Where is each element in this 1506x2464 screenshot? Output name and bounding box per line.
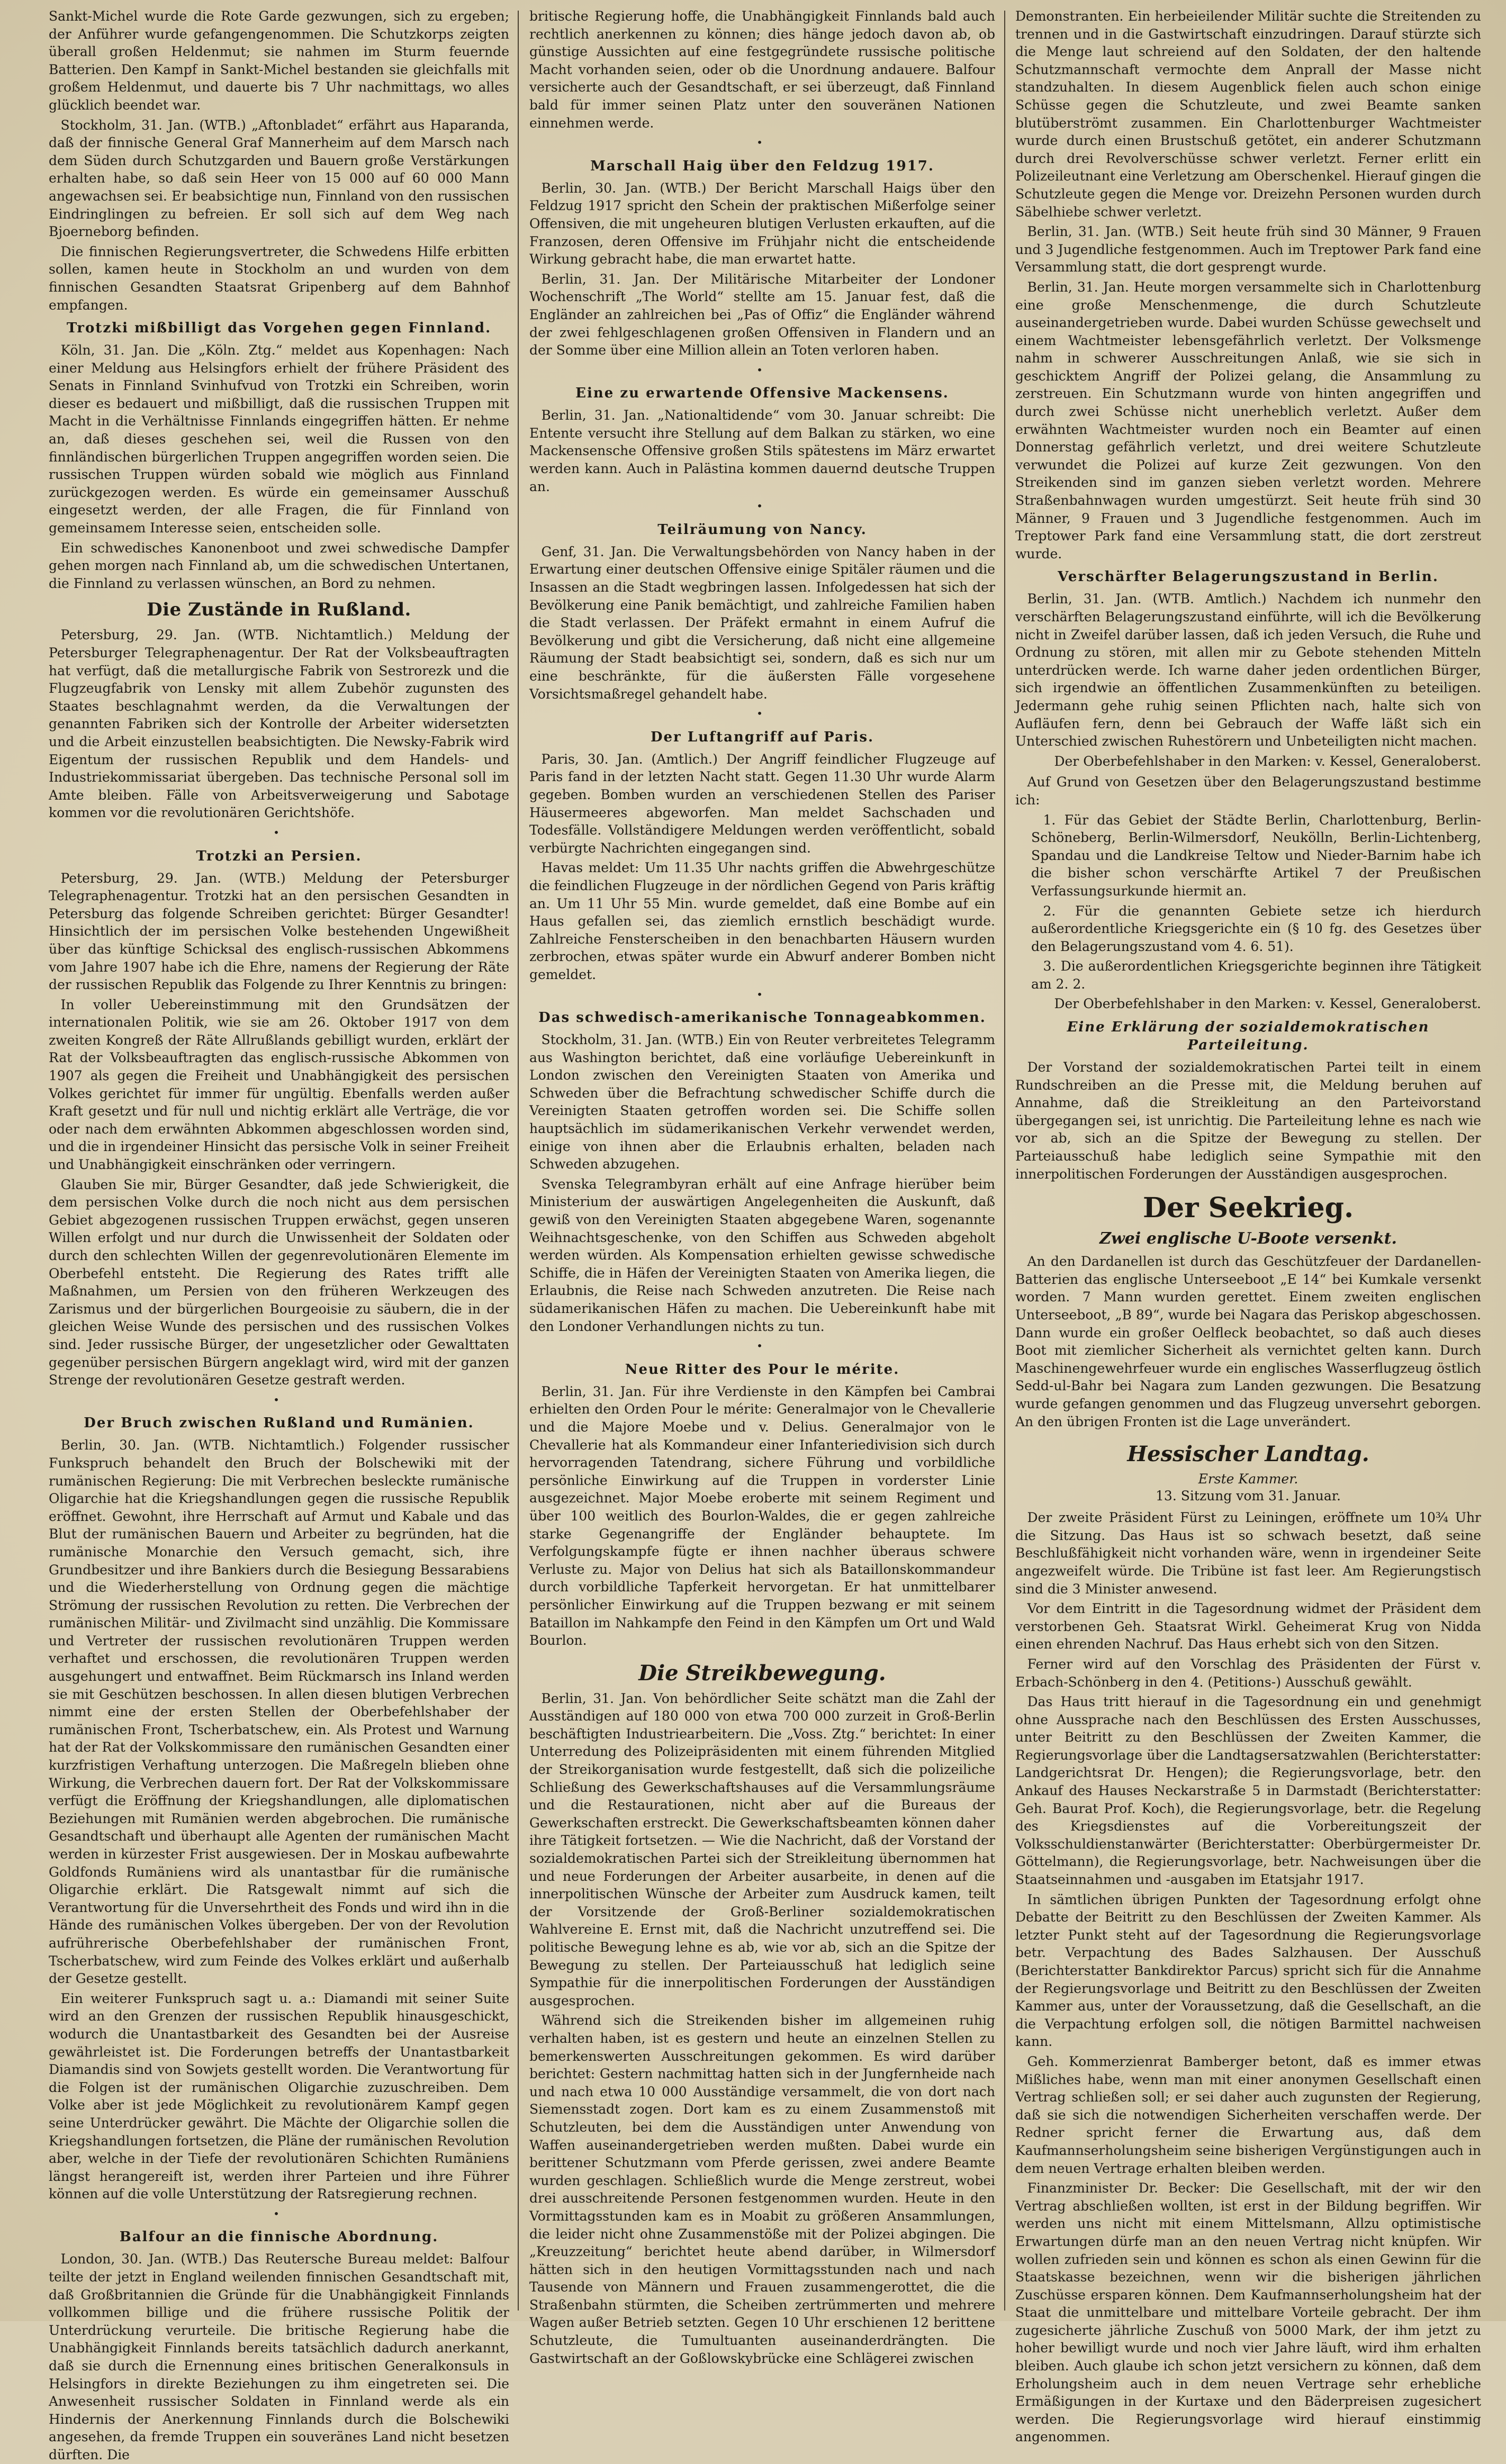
article-paragraph: Berlin, 31. Jan. Heute morgen versammelte sich in Charlottenburg eine große Menschenmenge, die durch Schutzleute auseinandergetrieben wurde. Dabei wurden Schüsse gewechselt und einem Wachtmeister lebensgefährlich verletzt. Der Volksmenge nahm in schwerer Ausschreitungen Anlaß, wie sie sich in geschicktem Angriff der Polizei gelang, die Ansammlung zu zerstreuen. Ein Schutzmann wurde von hinten angegriffen und durch zwei Schüsse nicht unerheblich verletzt. Außer dem erwähnten Wachtmeister wurden noch ein Beamter auf einen Donnerstag gefährlich verletzt, und drei weitere Schutzleute verwundet die Polizei auf kurze Zeit gezwungen. Von den Streikenden sind im ganzen sieben verletzt worden. Mehrere Straßenbahnwagen wurden umgestürzt. Seit heute früh sind 30 Männer, 9 Frauen und 3 Jugendliche festgenommen. Auch im Treptower Park fand eine Versammlung statt, die dort zerstreut wurde. <box>1015 279 1481 561</box>
article-paragraph: Finanzminister Dr. Becker: Die Gesellschaft, mit der wir den Vertrag abschließen wollten, ist erst in der Bildung begriffen. Wir werden uns nicht mit einem Mittelsmann, Allzu optimistische Erwartungen dürfe man an den neuen Vertrag nicht knüpfen. Wir wollen zufrieden sein und können es schon als einen Gewinn für die Staatskasse bezeichnen, wenn wir die bisherigen jährlichen Zuschüsse ersparen können. Dem Kaufmannserholungsheim hat der Staat die unmittelbare und mittelbare Vorteile gebracht. Der ihm zugesicherte jährliche Zuschuß von 5000 Mark, der ihm jetzt zu hoher bewilligt wurde und noch vier Jahre läuft, wird ihm erhalten bleiben. Auch glaube ich schon jetzt versichern zu können, daß dem Erholungsheim auch in dem neuen Vertrage sehr erhebliche Ermäßigungen in der Kurtaxe und den Bäderpreisen zugesichert werden. Die Regierungsvorlage wird hierauf einstimmig angenommen. <box>1015 2180 1481 2445</box>
article-paragraph: Svenska Telegrambyran erhält auf eine Anfrage hierüber beim Ministerium der auswärtigen Angelegenheiten die Auskunft, daß gewiß von den Vereinigten Staaten abgegebene Waren, sogenannte Weihnachtsgeschenke, von den Schiffen aus Schweden abgeholt werden würden. Als Kompensation erhielten gewisse schwedische Schiffe, die in Häfen der Vereinigten Staaten von Amerika liegen, die Erlaubnis, die Reise nach Schweden anzutreten. Die Reise nach südamerikanischen Häfen zu machen. Die Uebereinkunft habe mit den Londoner Verhandlungen nichts zu tun. <box>529 1176 995 1334</box>
signature: Der Oberbefehlshaber in den Marken: v. Kessel, Generaloberst. <box>1054 996 1481 1012</box>
separator-dots: • <box>756 707 768 720</box>
headline-trotzki-finnland: Trotzki mißbilligt das Vorgehen gegen Finnland. <box>66 320 492 337</box>
article-paragraph: Auf Grund von Gesetzen über den Belagerungszustand bestimme ich: <box>1015 774 1481 808</box>
headline-seekrieg: Der Seekrieg. <box>1142 1192 1354 1225</box>
article-paragraph: London, 30. Jan. (WTB.) Das Reutersche Bureau meldet: Balfour teilte der jetzt in England weilenden finnischen Gesandtschaft mit, daß Großbritannien die Gründe für die Unabhängigkeit Finnlands vollkommen billige und die frühere russische Politik der Unterdrückung verurteile. Die britische Regierung habe die Unabhängigkeit Finnlands bereits tatsächlich dadurch anerkannt, daß sie durch die Ernennung eines britischen Generalkonsuls in Helsingfors in direkte Beziehungen zu ihm eingetreten sei. Die Anwesenheit russischer Soldaten in Finnland werde als ein Hindernis der Anerkennung Finnlands durch die Bolschewiki angesehen, da fremde Truppen ein souveränes Land nicht besetzen dürften. Die <box>49 2251 509 2462</box>
list-item: 1. Für das Gebiet der Städte Berlin, Charlottenburg, Berlin-Schöneberg, Berlin-Wilmersdorf, Neukölln, Berlin-Lichtenberg, Spandau und die Landkreise Teltow und Nieder-Barnim habe ich die bisher schon verschärfte Artikel 7 der Preußischen Verfassungsurkunde hiermit an. <box>1031 812 1481 899</box>
article-paragraph: Köln, 31. Jan. Die „Köln. Ztg.“ meldet aus Kopenhagen: Nach einer Meldung aus Helsingfors erhielt der frühere Präsident des Senats in Finnland Svinhufvud von Trotzki ein Schreiben, worin dieser es bedauert und mißbilligt, daß die russischen Truppen mit Macht in die Verhältnisse Finnlands eingegriffen hätten. Er nehme an, daß dieses geschehen sei, weil die Russen von den finnländischen bürgerlichen Truppen angegriffen worden seien. Die russischen Truppen würden sobald wie möglich aus Finnland zurückgezogen werden. Es würde ein gemeinsamer Ausschuß eingesetzt werden, der alle Fragen, die für Finnland von gemeinsamem Interesse seien, entscheiden solle. <box>49 342 509 536</box>
headline-mackensen: Eine zu erwartende Offensive Mackensens. <box>575 385 949 402</box>
article-paragraph: An den Dardanellen ist durch das Geschützfeuer der Dardanellen-Batterien das englische Unterseeboot „E 14“ bei Kumkale versenkt worden. 7 Mann wurden gerettet. Einem zweiten englischen Unterseeboot, „B 89“, wurde bei Nagara das Periskop abgeschossen. Dann wurde ein großer Oelfleck beobachtet, so daß auch dieses Boot mit ziemlicher Sicherheit als vernichtet gelten kann. Durch Maschinengewehrfeuer wurde ein englisches Wasserflugzeug östlich Sedd-ul-Bahr bei Nagara zum Landen gezwungen. Die Besatzung wurde gefangen genommen und das Flugzeug unversehrt geborgen. An den übrigen Fronten ist die Lage unverändert. <box>1015 1254 1481 1429</box>
column-divider <box>1004 11 1005 2311</box>
article-paragraph: Paris, 30. Jan. (Amtlich.) Der Angriff feindlicher Flugzeuge auf Paris fand in der letzten Nacht statt. Gegen 11.30 Uhr wurde Alarm gegeben. Bomben wurden an verschiedenen Stellen des Pariser Häusermeeres abgeworfen. Man meldet Sachschaden und Todesfälle. Vollständigere Meldungen werden veröffentlicht, sobald verbürgte Nachrichten eingegangen sind. <box>529 751 995 856</box>
headline-haig: Marschall Haig über den Feldzug 1917. <box>590 158 934 174</box>
article-paragraph: Vor dem Eintritt in die Tagesordnung widmet der Präsident dem verstorbenen Geh. Staatsrat Wirkl. Geheimerat Krug von Nidda einen ehrenden Nachruf. Das Haus erhebt sich von den Sitzen. <box>1015 1601 1481 1652</box>
session-line: 13. Sitzung vom 31. Januar. <box>1156 1488 1341 1504</box>
headline-erklaerung: Eine Erklärung der sozialdemokratischen Parteileitung. <box>1067 1019 1430 1054</box>
article-paragraph: Berlin, 31. Jan. Für ihre Verdienste in den Kämpfen bei Cambrai erhielten den Orden Pour le mérite: Generalmajor von le Chevallerie und die Majore Moebe und v. Delius. Generalmajor von le Chevallerie hat als Kommandeur einer Infanteriedivision sich durch hervorragenden Tatendrang, sichere Führung und vorbildliche persönliche Einwirkung auf die Truppen in vorderster Linie ausgezeichnet. Major Moebe eroberte mit seinem Regiment und über 100 weitlich des Bourlon-Waldes, die er gegen zahlreiche starke Gegenangriffe der Engländer behauptete. Im Verfolgungskampfe fügte er ihnen nachher überaus schwere Verluste zu. Major von Delius hat sich als Bataillonskommandeur durch vorbildliche Tapferkeit hervorgetan. Er hat unmittelbarer persönlicher Einwirkung auf die Truppen bezwang er mit seinem Bataillon im Nahkampfe den Feind in den Kämpfen um Ort und Wald Bourlon. <box>529 1383 995 1648</box>
article-paragraph: Ein weiterer Funkspruch sagt u. a.: Diamandi mit seiner Suite wird an den Grenzen der russischen Republik hinausgeschickt, wodurch die Unantastbarkeit des Gesandten bei der Ausreise gewährleistet ist. Die Forderungen betreffs der Unantastbarkeit Diamandis sind von Sowjets gestellt worden. Die Verantwortung für die Folgen ist der rumänischen Oligarchie zuzuschreiben. Dem Volke aber ist jede Möglichkeit zu revolutionärem Kampf gegen seine Unterdrücker gewährt. Die Mächte der Oligarchie sollen die Kriegshandlungen fortsetzen, die Pläne der rumänischen Revolution aber, welche in der Tiefe der revolutionären Schichten Rumäniens längst herangereift ist, werden ihrer Parteien und ihre Führer können auf die volle Unterstützung der Ratsregierung rechnen. <box>49 1990 509 2202</box>
article-paragraph: Berlin, 31. Jan. (WTB. Amtlich.) Nachdem ich nunmehr den verschärften Belagerungszustand einführte, will ich die Bevölkerung nicht in Zweifel darüber lassen, daß ich jeden Versuch, die Ruhe und Ordnung zu stören, mit allen mir zu Gebote stehenden Mitteln unterdrücken werde. Ich warne daher jeden ordentlichen Bürger, sich irgendwie an öffentlichen Zusammenkünften zu beteiligen. Jedermann gehe ruhig seinen Pflichten nach, halte sich von Aufläufen fern, denn bei Gebrauch der Waffe läßt sich ein Unterschied zwischen Ruhestörern und Unbeteiligten nicht machen. <box>1015 591 1481 749</box>
article-paragraph: Stockholm, 31. Jan. (WTB.) „Aftonbladet“ erfährt aus Haparanda, daß der finnische General Graf Mannerheim auf dem Marsch nach dem Süden durch Schutzgarden und Bauern große Verstärkungen erhalten habe, so daß sein Heer von 15 000 auf 60 000 Mann angewachsen sei. Er beabsichtige nun, Finnland von den russischen Eindringlingen zu befreien. Er soll sich auf dem Weg nach Bjoerneborg befinden. <box>49 117 509 240</box>
separator-dots: • <box>756 363 768 376</box>
separator-dots: • <box>273 2207 285 2220</box>
article-paragraph: Genf, 31. Jan. Die Verwaltungsbehörden von Nancy haben in der Erwartung einer deutschen Offensive einige Spitäler räumen und die Insassen an die Stadt wegbringen lassen. Infolgedessen hat sich der Bevölkerung eine Panik bemächtigt, und zahlreiche Familien haben die Stadt verlassen. Der Präfekt ermahnt in einem Aufruf die Bevölkerung und gibt die Versicherung, daß nicht eine allgemeine Räumung der Stadt beabsichtigt sei, sondern, daß es sich nur um eine beschränkte, für die äußersten Fälle vorgesehene Vorsichtsmaßregel gehandelt habe. <box>529 543 995 702</box>
article-paragraph: Stockholm, 31. Jan. (WTB.) Ein von Reuter verbreitetes Telegramm aus Washington berichtet, daß eine vorläufige Uebereinkunft in London zwischen den Vereinigten Staaten von Amerika und Schweden über die Befrachtung schwedischer Schiffe durch die Vereinigten Staaten getroffen worden sei. Die Schiffe sollen hauptsächlich im südamerikanischen Verkehr verwendet werden, einige von ihnen aber die Erlaubnis erhalten, beladen nach Schweden abzugehen. <box>529 1032 995 1172</box>
headline-tonnage: Das schwedisch-amerikanische Tonnageabkommen. <box>538 1010 986 1026</box>
article-paragraph: britische Regierung hoffe, die Unabhängigkeit Finnlands bald auch rechtlich anerkennen zu können; dies hänge jedoch davon ab, ob günstige Aussichten auf eine festgegründete russische politische Macht vorhanden seien, oder ob die Unordnung andauere. Balfour versicherte auch der Gesandtschaft, er sei überzeugt, daß Finnland bald für immer seinen Platz unter den souveränen Nationen einnehmen werde. <box>529 8 995 131</box>
column-3 <box>1015 7 1481 2445</box>
headline-ritter: Neue Ritter des Pour le mérite. <box>625 1361 900 1378</box>
headline-streikbewegung: Die Streikbewegung. <box>638 1660 886 1686</box>
separator-dots: • <box>756 500 768 513</box>
article-paragraph: Havas meldet: Um 11.35 Uhr nachts griffen die Abwehrgeschütze die feindlichen Flugzeuge in der nördlichen Gegend von Paris kräftig an. Um 11 Uhr 55 Min. wurde gemeldet, daß eine Bombe auf ein Haus gefallen sei, das ziemlich ernstlich beschädigt wurde. Zahlreiche Fensterscheiben in den benachbarten Häusern wurden zerbrochen, etwas später wurde ein Abwurf anderer Bomben nicht gemeldet. <box>529 860 995 982</box>
article-paragraph: Ferner wird auf den Vorschlag des Präsidenten der Fürst v. Erbach-Schönberg in den 4. (Petitions-) Ausschuß gewählt. <box>1015 1656 1481 1690</box>
list-item: 3. Die außerordentlichen Kriegsgerichte beginnen ihre Tätigkeit am 2. 2. <box>1031 958 1481 992</box>
headline-trotzki-persien: Trotzki an Persien. <box>196 848 362 864</box>
article-paragraph: Das Haus tritt hierauf in die Tagesordnung ein und genehmigt ohne Aussprache nach den Beschlüssen des Ersten Ausschusses, unter Beitritt zu den Beschlüssen der Zweiten Kammer, die Regierungsvorlage über die Landtagsersatzwahlen (Berichterstatter: Landgerichtsrat Dr. Hengen); die Regierungsvorlage, betr. den Ankauf des Hauses Neckarstraße 5 in Darmstadt (Berichterstatter: Geh. Baurat Prof. Koch), die Regierungsvorlage, betr. die Regelung des Kriegsdienstes auf die Vorbereitungszeit der Volksschuldienstanwärter (Berichterstatter: Oberbürgermeister Dr. Göttelmann), die Regierungsvorlage, betr. Nachweisungen über die Staatseinnahmen und -ausgaben im Etatsjahr 1917. <box>1015 1694 1481 1888</box>
separator-dots: • <box>273 1393 285 1406</box>
article-paragraph: Petersburg, 29. Jan. (WTB. Nichtamtlich.) Meldung der Petersburger Telegraphenagentur. Der Rat der Volksbeauftragten hat verfügt, daß die metallurgische Fabrik von Sestrorezk und die Flugzeugfabrik von Lensky mit allem Zubehör zugunsten des Staates beschlagnahmt werden, da die Verwaltungen der genannten Fabriken sich der Kontrolle der Arbeiter widersetzten und die Arbeit einzustellen beabsichtigten. Die Newsky-Fabrik wird Eigentum der russischen Republik und dem Handels- und Industriekommissariat übergeben. Das technische Personal soll im Amte bleiben. Fälle von Arbeitsverweigerung und Sabotage kommen vor die revolutionären Gerichtshöfe. <box>49 627 509 821</box>
headline-zustaende-russland: Die Zustände in Rußland. <box>147 599 411 621</box>
column-2 <box>529 7 995 2366</box>
article-paragraph: Der Vorstand der sozialdemokratischen Partei teilt in einem Rundschreiben an die Presse mit, die Meldung beruhen auf Annahme, daß die Streikleitung an den Parteivorstand übergegangen sei, ist unrichtig. Die Parteileitung lehne es nach wie vor ab, sich an die Spitze der Bewegung zu stellen. Der Parteiausschuß habe lediglich seine Sympathie mit den innerpolitischen Forderungen der Ausständigen ausgesprochen. <box>1015 1059 1481 1182</box>
article-paragraph: Glauben Sie mir, Bürger Gesandter, daß jede Schwierigkeit, die dem persischen Volke durch die noch nicht aus dem persischen Gebiet abgezogenen russischen Truppen erwächst, gegen unseren Willen erfolgt und nur durch die Unwissenheit der Soldaten oder durch den schlechten Willen der gegenrevolutionären Elemente im Oberbefehl entsteht. Die Regierung des Rates trifft alle Maßnahmen, um Persien von den früheren Werkzeugen des Zarismus und der bürgerlichen Bourgeoisie zu säubern, die in der gleichen Weise Wunde des persischen und des russischen Volkes sind. Jeder russische Bürger, der ungesetzlicher oder Gewalttaten gegenüber persischen Bürgern angeklagt wird, wird mit der ganzen Strenge der revolutionären Gesetze gestraft werden. <box>49 1176 509 1388</box>
article-paragraph: Demonstranten. Ein herbeieilender Militär suchte die Streitenden zu trennen und in die Gastwirtschaft einzudringen. Darauf stürzte sich die Menge laut schreiend auf den Soldaten, der den haltende Schutzmannschaft vermochte dem Anprall der Masse nicht standzuhalten. In diesem Augenblick fielen auch schon einige Schüsse gegen die Schutzleute, und zwei Beamte sanken blutüberströmt zusammen. Ein Charlottenburger Wachtmeister wurde durch einen Brustschuß getötet, ein anderer Schutzmann durch drei Revolverschüsse schwer verletzt. Ferner erlitt ein Polizeileutnant eine Verletzung am Oberschenkel. Hierauf gingen die Schutzleute gegen die Menge vor. Dreizehn Personen wurden durch Säbelhiebe schwer verletzt. <box>1015 8 1481 220</box>
article-paragraph: Berlin, 31. Jan. „Nationaltidende“ vom 30. Januar schreibt: Die Entente versucht ihre Stellung auf dem Balkan zu stärken, wo eine Mackensensche Offensive großen Stils spätestens im März erwartet werden kann. Auch in Palästina kommen dauernd deutsche Truppen an. <box>529 407 995 494</box>
article-paragraph: Der zweite Präsident Fürst zu Leiningen, eröffnete um 10¾ Uhr die Sitzung. Das Haus ist so schwach besetzt, daß seine Beschlußfähigkeit nicht vorhanden wäre, wenn in irgendeiner Seite angezweifelt würde. Die Tribüne ist fast leer. Am Regierungstisch sind die 3 Minister anwesend. <box>1015 1510 1481 1597</box>
headline-belagerung: Verschärfter Belagerungszustand in Berlin. <box>1058 569 1439 585</box>
headline-bruch-rumaenien: Der Bruch zwischen Rußland und Rumänien. <box>84 1415 474 1432</box>
article-paragraph: Berlin, 31. Jan. Der Militärische Mitarbeiter der Londoner Wochenschrift „The World“ stellte am 15. Januar fest, daß die Engländer an zahlreichen bei „Pas of Offiz“ die Engländer während der zwei fehlgeschlagenen großen Offensiven in Flandern und an der Somme über eine Million allein an Toten verloren haben. <box>529 271 995 358</box>
headline-nancy: Teilräumung von Nancy. <box>657 521 867 538</box>
article-paragraph: Geh. Kommerzienrat Bamberger betont, daß es immer etwas Mißliches habe, wenn man mit einer anonymen Gesellschaft einen Vertrag schließen soll; er sei daher auch zugunsten der Regierung, daß sie sich die notwendigen Sicherheiten verschaffen werde. Der Redner spricht ferner die Erwartung aus, daß dem Kaufmannserholungsheim seine bisherigen Vergünstigungen auch in dem neuen Vertrage erhalten bleiben werden. <box>1015 2053 1481 2176</box>
separator-dots: • <box>756 1339 768 1353</box>
article-paragraph: Berlin, 31. Jan. (WTB.) Seit heute früh sind 30 Männer, 9 Frauen und 3 Jugendliche festgenommen. Auch im Treptower Park fand eine Versammlung statt, die dort gesprengt wurde. <box>1015 224 1481 275</box>
article-paragraph: Berlin, 31. Jan. Von behördlicher Seite schätzt man die Zahl der Ausständigen auf 180 000 von etwa 700 000 zurzeit in Groß-Berlin beschäftigten Industriearbeitern. Die „Voss. Ztg.“ berichtet: In einer Unterredung des Polizeipräsidenten mit einem führenden Mitglied der Streikorganisation wurde festgestellt, daß sich die polizeiliche Schließung des Gewerkschaftshauses auf die Versammlungsräume und die Restaurationen, nicht aber auf die Bureaus der Gewerkschaften erstreckt. Die Gewerkschaftsbeamten können daher ihre Tätigkeit fortsetzen. — Wie die Nachricht, daß der Vorstand der sozialdemokratischen Partei sich der Streikleitung übernommen hat und neue Forderungen der Arbeiter ausarbeite, in denen auf die innerpolitischen Wünsche der Arbeiter zum Ausdruck kamen, teilt der Vorsitzende der Groß-Berliner sozialdemokratischen Wahlvereine E. Ernst mit, daß die Nachricht unzutreffend sei. Die politische Bewegung lehne es ab, wie vor ab, sich an die Spitze der Bewegung zu stellen. Der Parteiausschuß hat lediglich seine Sympathie für die innerpolitischen Forderungen der Ausständigen ausgesprochen. <box>529 1690 995 2008</box>
article-paragraph: In voller Uebereinstimmung mit den Grundsätzen der internationalen Politik, wie sie am 26. Oktober 1917 von dem zweiten Kongreß der Räte Allrußlands gebilligt wurden, erklärt der Rat der Volksbeauftragten das englisch-russische Abkommen von 1907 als gegen die Freiheit und Unabhängigkeit des persischen Volkes gerichtet für immer für ungültig. Ebenfalls werden außer Kraft gesetzt und für null und nichtig erklärt alle Verträge, die vor oder nach dem erwähnten Abkommen abgeschlossen worden sind, und die in irgendeiner Hinsicht das persische Volk in seiner Freiheit und Unabhängigkeit einschränken oder verringern. <box>49 997 509 1173</box>
separator-dots: • <box>273 826 285 839</box>
list-item: 2. Für die genannten Gebiete setze ich hierdurch außerordentliche Kriegsgerichte ein (§ 10 fg. des Gesetzes über den Belagerungszustand vom 4. 6. 51). <box>1031 903 1481 954</box>
article-paragraph: Ein schwedisches Kanonenboot und zwei schwedische Dampfer gehen morgen nach Finnland ab, um die schwedischen Untertanen, die Finnland zu verlassen wünschen, an Bord zu nehmen. <box>49 540 509 591</box>
headline-balfour: Balfour an die finnische Abordnung. <box>119 2229 439 2245</box>
subheadline-kammer: Erste Kammer. <box>1198 1471 1298 1487</box>
article-paragraph: Berlin, 30. Jan. (WTB. Nichtamtlich.) Folgender russischer Funkspruch behandelt den Bruch der Bolschewiki mit der rumänischen Regierung: Die mit Verbrechen besleckte rumänische Oligarchie hat die Kriegshandlungen gegen die russische Republik eröffnet. Gewohnt, ihre Herrschaft auf Armut und Kabale und das Blut der rumänischen Bauern und Arbeiter zu begründen, hat die rumänische Monarchie den Versuch gemacht, sich, ihre Grundbesitzer und ihre Bankiers durch die Besiegung Bessarabiens und die Wiederherstellung von Ordnung gegen die mächtige Strömung der russischen Revolution zu retten. Die Verbrechen der rumänischen Militär- und Zivilmacht sind unzählig. Die Kommissare und Vertreter der russischen revolutionären Truppen werden verhaftet und erschossen, die revolutionären Truppen werden ausgehungert und entwaffnet. Beim Rückmarsch ins Inland werden sie mit Geschützen beschossen. In allen diesen blutigen Verbrechen nimmt eine der ersten Stellen der Oberbefehlshaber der rumänischen Front, Tscherbatschew, ein. Als Protest und Warnung hat der Rat der Volkskommissare den rumänischen Gesandten einer kurzfristigen Verhaftung unterzogen. Die Maßregeln blieben ohne Wirkung, die Verbrechen dauern fort. Der Rat der Volkskommissare verfügt die Eröffnung der Kriegshandlungen, alle diplomatischen Beziehungen mit Rumänien werden abgebrochen. Die rumänische Gesandtschaft und überhaupt alle Agenten der rumänischen Macht werden in kürzester Frist ausgewiesen. Der in Moskau aufbewahrte Goldfonds Rumäniens wird als unantastbar für die rumänische Oligarchie erklärt. Die Ratsgewalt nimmt auf sich die Verantwortung für die Unversehrtheit des Fonds und wird ihn in die Hände des rumänischen Volkes übergeben. Der von der Revolution aufrührerische Oberbefehlshaber der rumänischen Front, Tscherbatschew, wird zum Feinde des Volkes erklärt und außerhalb der Gesetze gestellt. <box>49 1437 509 1987</box>
article-paragraph: Berlin, 30. Jan. (WTB.) Der Bericht Marschall Haigs über den Feldzug 1917 spricht den Schein der praktischen Mißerfolge seiner Offensiven, die mit ungeheuren blutigen Verlusten erkauften, auf die Franzosen, deren Offensive im Frühjahr nicht die entscheidende Wirkung gebracht habe, die man erwartet hatte. <box>529 180 995 267</box>
headline-landtag: Hessischer Landtag. <box>1127 1442 1369 1467</box>
article-paragraph: In sämtlichen übrigen Punkten der Tagesordnung erfolgt ohne Debatte der Beitritt zu den Beschlüssen der Zweiten Kammer. Als letzter Punkt steht auf der Tagesordnung die Regierungsvorlage betr. Verpachtung des Bades Salzhausen. Der Ausschuß (Berichterstatter Bankdirektor Parcus) spricht sich für die Annahme der Regierungsvorlage und Beitritt zu den Beschlüssen der Zweiten Kammer aus, unter der Voraussetzung, daß die Gesellschaft, an die die Verpachtung erfolgen soll, die nötigen Barmittel nachweisen kann. <box>1015 1891 1481 2050</box>
signature: Der Oberbefehlshaber in den Marken: v. Kessel, Generaloberst. <box>1054 753 1481 769</box>
column-divider <box>518 11 519 2311</box>
subheadline-u-boote: Zwei englische U-Boote versenkt. <box>1099 1229 1397 1248</box>
article-paragraph: Petersburg, 29. Jan. (WTB.) Meldung der Petersburger Telegraphenagentur. Trotzki hat an den persischen Gesandten in Petersburg das folgende Schreiben gerichtet: Bürger Gesandter! Hinsichtlich der im persischen Volke bestehenden Ungewißheit über das künftige Schicksal des englisch-russischen Abkommens vom Jahre 1907 habe ich die Ehre, namens der Regierung der Räte der russischen Republik das Folgende zu Ihrer Kenntnis zu bringen: <box>49 870 509 993</box>
article-paragraph: Während sich die Streikenden bisher im allgemeinen ruhig verhalten haben, ist es gestern und heute an einzelnen Stellen zu bemerkenswerten Ausschreitungen gekommen. Es wird darüber berichtet: Gestern nachmittag hatten sich in der Jungfernheide nach und nach etwa 10 000 Ausständige versammelt, die von dort nach Siemensstadt zogen. Dort kam es zu einem Zusammenstoß mit Schutzleuten, bei dem die Ausständigen unter Anwendung von Waffen auseinandergetrieben werden mußten. Dabei wurde ein berittener Schutzmann vom Pferde gerissen, zwei andere Beamte wurden geschlagen. Schließlich wurde die Menge zerstreut, wobei drei ausschreitende Personen festgenommen wurden. Heute in den Vormittagsstunden kam es in Moabit zu größeren Ansammlungen, die leider nicht ohne Zusammenstöße mit der Polizei abgingen. Die „Kreuzzeitung“ berichtet heute abend darüber, in Wilmersdorf hätten sich in den heutigen Vormittagsstunden nach und nach Tausende von Männern und Frauen zusammengerottet, die die Straßenbahn stürmten, die Scheiben zertrümmerten und mehrere Wagen außer Betrieb setzten. Gegen 10 Uhr erschienen 12 berittene Schutzleute, die Tumultuanten auseinanderdrängten. Die Gastwirtschaft an der Goßlowskybrücke eine Schlägerei zwischen <box>529 2013 995 2366</box>
article-paragraph: Sankt-Michel wurde die Rote Garde gezwungen, sich zu ergeben; der Anführer wurde gefangengenommen. Die Schutzkorps zeigten überall großen Heldenmut; sie nahmen im Sturm feuernde Batterien. Den Kampf in Sankt-Michel bestanden sie gleichfalls mit großem Heldenmut, und dauerte bis 7 Uhr nachmittags, wo alles glücklich beendet war. <box>49 8 509 113</box>
separator-dots: • <box>756 136 768 149</box>
column-1 <box>49 7 509 2462</box>
separator-dots: • <box>756 988 768 1001</box>
headline-paris: Der Luftangriff auf Paris. <box>650 729 874 745</box>
article-paragraph: Die finnischen Regierungsvertreter, die Schwedens Hilfe erbitten sollen, kamen heute in Stockholm an und wurden von dem finnischen Gesandten Staatsrat Gripenberg auf dem Bahnhof empfangen. <box>49 243 509 313</box>
